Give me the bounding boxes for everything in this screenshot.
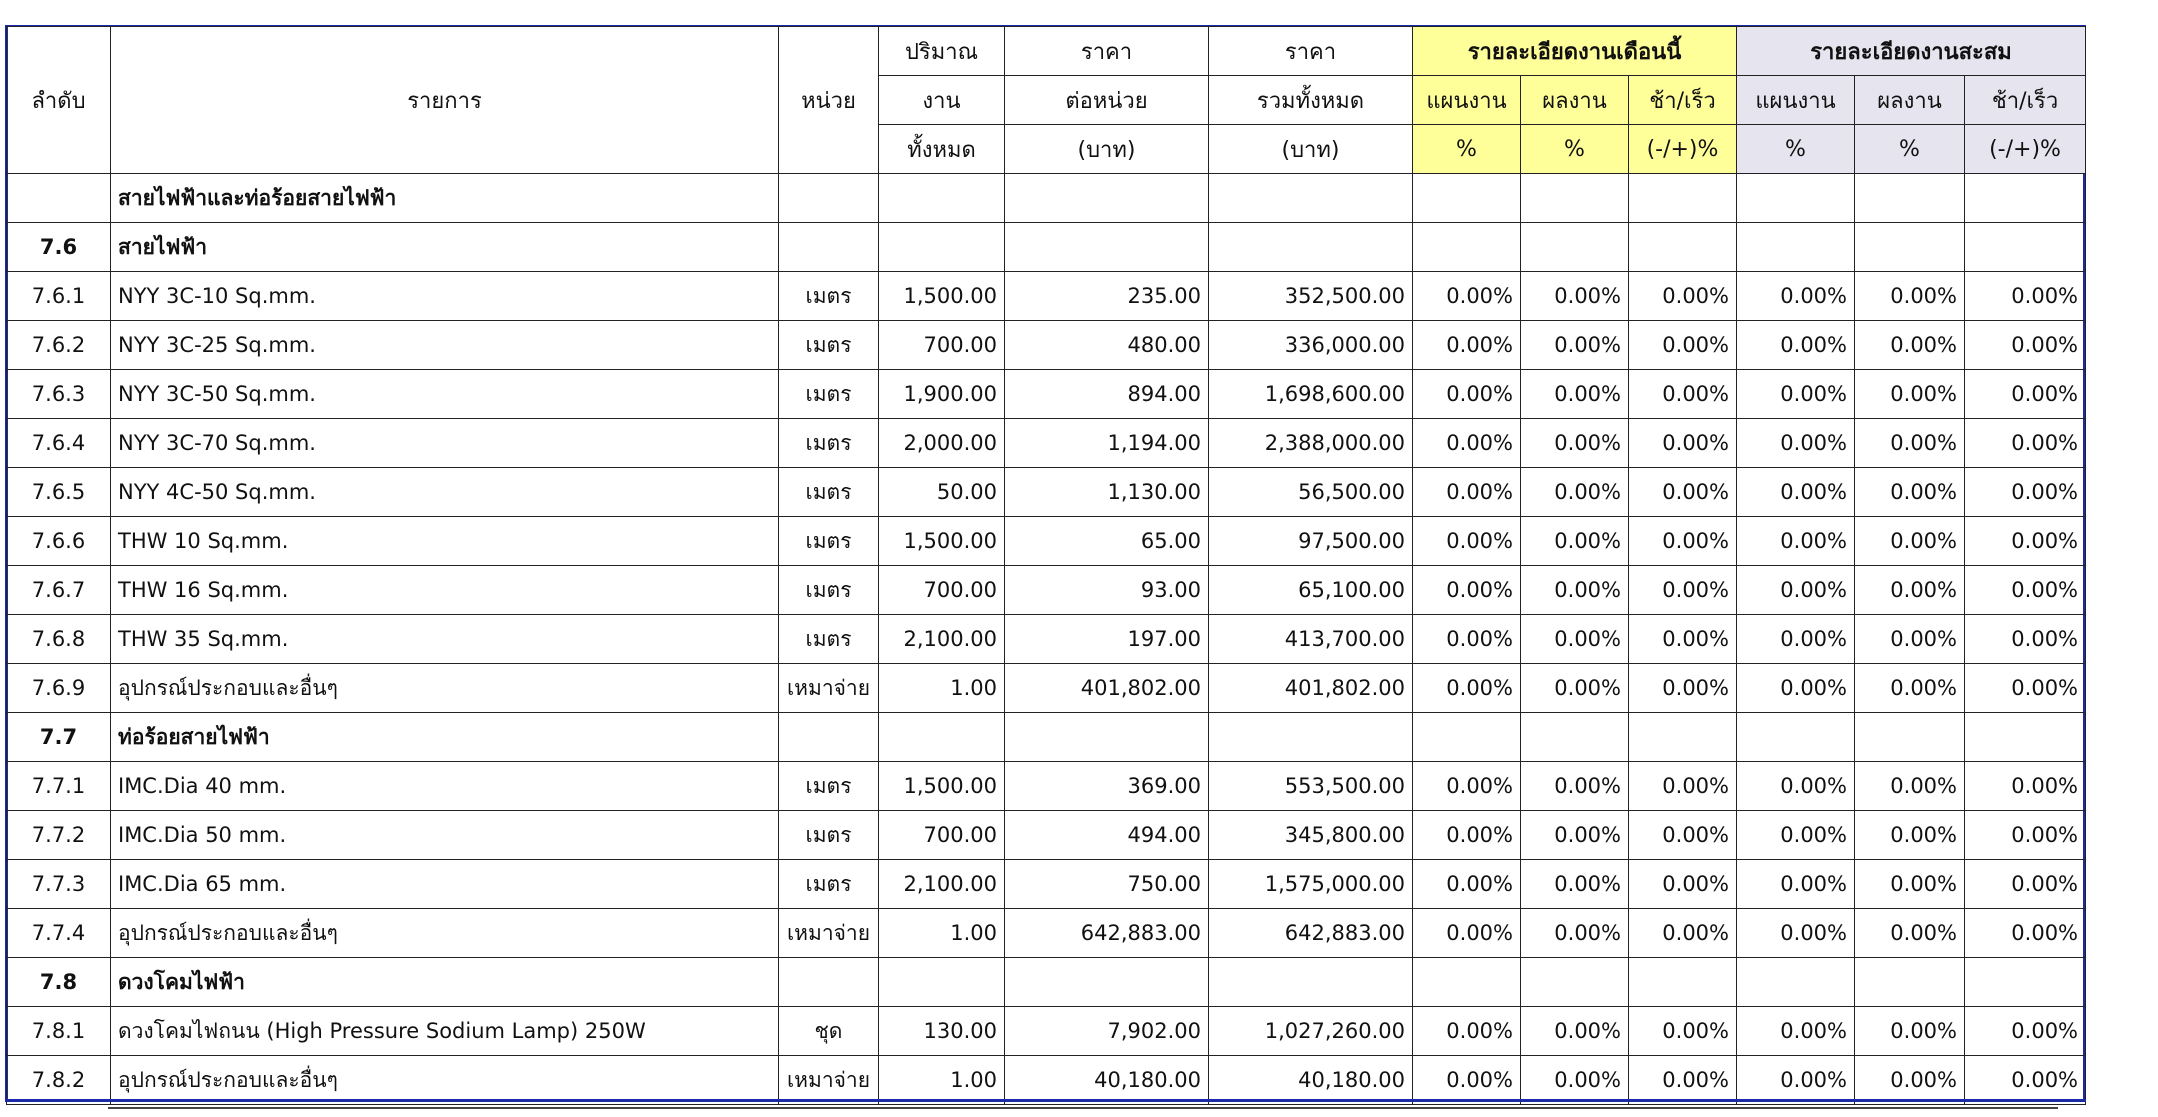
item-unit-price: 197.00 bbox=[1005, 615, 1209, 664]
item-description: THW 35 Sq.mm. bbox=[111, 615, 779, 664]
month-plan-percent: 0.00% bbox=[1413, 762, 1521, 811]
header-month-result: ผลงาน bbox=[1521, 76, 1629, 125]
cum-diff-percent: 0.00% bbox=[1965, 566, 2086, 615]
item-unit: เมตร bbox=[779, 517, 879, 566]
month-result-percent: 0.00% bbox=[1521, 1007, 1629, 1056]
cum-diff-percent: 0.00% bbox=[1965, 517, 2086, 566]
item-description: ดวงโคมไฟถนน (High Pressure Sodium Lamp) 250W bbox=[111, 1007, 779, 1056]
cum-plan-percent: 0.00% bbox=[1737, 1007, 1855, 1056]
cum-plan-percent: 0.00% bbox=[1737, 321, 1855, 370]
month-diff-percent: 0.00% bbox=[1629, 615, 1737, 664]
item-quantity: 1.00 bbox=[879, 664, 1005, 713]
month-result-percent: 0.00% bbox=[1521, 762, 1629, 811]
header-total-price-3: (บาท) bbox=[1209, 125, 1413, 174]
month-diff-percent: 0.00% bbox=[1629, 909, 1737, 958]
cum-result-percent: 0.00% bbox=[1855, 860, 1965, 909]
frame-bottom bbox=[5, 1099, 2086, 1102]
cum-diff-percent: 0.00% bbox=[1965, 1056, 2086, 1105]
table-row bbox=[7, 272, 2086, 321]
item-unit-price: 235.00 bbox=[1005, 272, 1209, 321]
table-row bbox=[7, 370, 2086, 419]
empty-cell bbox=[1521, 174, 1629, 223]
cum-plan-percent: 0.00% bbox=[1737, 762, 1855, 811]
header-cumulative: รายละเอียดงานสะสม bbox=[1737, 27, 2086, 76]
cum-result-percent: 0.00% bbox=[1855, 370, 1965, 419]
empty-cell bbox=[1855, 958, 1965, 1007]
month-result-percent: 0.00% bbox=[1521, 419, 1629, 468]
table-row bbox=[7, 909, 2086, 958]
empty-cell bbox=[779, 174, 879, 223]
item-unit-price: 401,802.00 bbox=[1005, 664, 1209, 713]
header-qty-2: งาน bbox=[879, 76, 1005, 125]
table-row bbox=[7, 1007, 2086, 1056]
month-result-percent: 0.00% bbox=[1521, 321, 1629, 370]
item-description: NYY 3C-70 Sq.mm. bbox=[111, 419, 779, 468]
month-diff-percent: 0.00% bbox=[1629, 1056, 1737, 1105]
month-diff-percent: 0.00% bbox=[1629, 468, 1737, 517]
cum-result-percent: 0.00% bbox=[1855, 1056, 1965, 1105]
month-diff-percent: 0.00% bbox=[1629, 272, 1737, 321]
cum-plan-percent: 0.00% bbox=[1737, 272, 1855, 321]
month-result-percent: 0.00% bbox=[1521, 664, 1629, 713]
empty-cell bbox=[1855, 713, 1965, 762]
empty-cell bbox=[1209, 958, 1413, 1007]
cum-diff-percent: 0.00% bbox=[1965, 321, 2086, 370]
item-unit-price: 1,194.00 bbox=[1005, 419, 1209, 468]
title-row-label: สายไฟฟ้าและท่อร้อยสายไฟฟ้า bbox=[111, 174, 779, 223]
empty-cell bbox=[1209, 223, 1413, 272]
empty-cell bbox=[1965, 174, 2086, 223]
item-total-price: 345,800.00 bbox=[1209, 811, 1413, 860]
month-diff-percent: 0.00% bbox=[1629, 860, 1737, 909]
item-no: 7.6.9 bbox=[7, 664, 111, 713]
header-qty-1: ปริมาณ bbox=[879, 27, 1005, 76]
item-unit: เมตร bbox=[779, 468, 879, 517]
empty-cell bbox=[1005, 713, 1209, 762]
item-total-price: 1,575,000.00 bbox=[1209, 860, 1413, 909]
empty-cell bbox=[1005, 223, 1209, 272]
cum-diff-percent: 0.00% bbox=[1965, 762, 2086, 811]
header-cum-diff-pct: (-/+)% bbox=[1965, 125, 2086, 174]
item-unit: เมตร bbox=[779, 566, 879, 615]
header-cum-diff: ช้า/เร็ว bbox=[1965, 76, 2086, 125]
header-this-month: รายละเอียดงานเดือนนี้ bbox=[1413, 27, 1737, 76]
cum-plan-percent: 0.00% bbox=[1737, 517, 1855, 566]
item-unit-price: 1,130.00 bbox=[1005, 468, 1209, 517]
section-no: 7.8 bbox=[7, 958, 111, 1007]
cum-diff-percent: 0.00% bbox=[1965, 664, 2086, 713]
item-quantity: 1,500.00 bbox=[879, 517, 1005, 566]
header-seq: ลำดับ bbox=[7, 27, 111, 174]
item-unit: เมตร bbox=[779, 615, 879, 664]
item-no: 7.6.4 bbox=[7, 419, 111, 468]
item-quantity: 1,500.00 bbox=[879, 762, 1005, 811]
month-result-percent: 0.00% bbox=[1521, 272, 1629, 321]
empty-cell bbox=[1005, 174, 1209, 223]
empty-cell bbox=[1521, 223, 1629, 272]
empty-cell bbox=[1521, 713, 1629, 762]
table-row bbox=[7, 468, 2086, 517]
boq-progress-table bbox=[6, 26, 2086, 1105]
month-diff-percent: 0.00% bbox=[1629, 811, 1737, 860]
cum-plan-percent: 0.00% bbox=[1737, 664, 1855, 713]
item-quantity: 1.00 bbox=[879, 909, 1005, 958]
cum-plan-percent: 0.00% bbox=[1737, 909, 1855, 958]
item-unit-price: 480.00 bbox=[1005, 321, 1209, 370]
month-plan-percent: 0.00% bbox=[1413, 1007, 1521, 1056]
empty-cell bbox=[1629, 174, 1737, 223]
header-cum-plan: แผนงาน bbox=[1737, 76, 1855, 125]
item-quantity: 700.00 bbox=[879, 566, 1005, 615]
item-no: 7.7.1 bbox=[7, 762, 111, 811]
table-row bbox=[7, 566, 2086, 615]
header-unit-price-3: (บาท) bbox=[1005, 125, 1209, 174]
item-description: IMC.Dia 40 mm. bbox=[111, 762, 779, 811]
item-unit-price: 750.00 bbox=[1005, 860, 1209, 909]
item-total-price: 1,027,260.00 bbox=[1209, 1007, 1413, 1056]
item-quantity: 50.00 bbox=[879, 468, 1005, 517]
item-quantity: 2,100.00 bbox=[879, 615, 1005, 664]
month-result-percent: 0.00% bbox=[1521, 370, 1629, 419]
item-total-price: 401,802.00 bbox=[1209, 664, 1413, 713]
item-description: IMC.Dia 50 mm. bbox=[111, 811, 779, 860]
item-unit: เมตร bbox=[779, 419, 879, 468]
next-page-rule bbox=[108, 1107, 2058, 1109]
cum-result-percent: 0.00% bbox=[1855, 566, 1965, 615]
item-unit-price: 40,180.00 bbox=[1005, 1056, 1209, 1105]
cum-plan-percent: 0.00% bbox=[1737, 615, 1855, 664]
header-item: รายการ bbox=[111, 27, 779, 174]
item-total-price: 642,883.00 bbox=[1209, 909, 1413, 958]
item-no: 7.6.3 bbox=[7, 370, 111, 419]
month-result-percent: 0.00% bbox=[1521, 1056, 1629, 1105]
cum-result-percent: 0.00% bbox=[1855, 468, 1965, 517]
empty-cell bbox=[1855, 223, 1965, 272]
item-quantity: 1.00 bbox=[879, 1056, 1005, 1105]
table-row bbox=[7, 419, 2086, 468]
header-total-price-1: ราคา bbox=[1209, 27, 1413, 76]
header-unit-price-1: ราคา bbox=[1005, 27, 1209, 76]
cum-result-percent: 0.00% bbox=[1855, 321, 1965, 370]
empty-cell bbox=[1413, 223, 1521, 272]
cum-result-percent: 0.00% bbox=[1855, 762, 1965, 811]
cum-plan-percent: 0.00% bbox=[1737, 860, 1855, 909]
month-plan-percent: 0.00% bbox=[1413, 566, 1521, 615]
cum-result-percent: 0.00% bbox=[1855, 909, 1965, 958]
table-row bbox=[7, 615, 2086, 664]
item-unit: เหมาจ่าย bbox=[779, 1056, 879, 1105]
empty-cell bbox=[1965, 223, 2086, 272]
item-unit: เมตร bbox=[779, 762, 879, 811]
month-result-percent: 0.00% bbox=[1521, 811, 1629, 860]
month-plan-percent: 0.00% bbox=[1413, 1056, 1521, 1105]
item-total-price: 65,100.00 bbox=[1209, 566, 1413, 615]
cum-plan-percent: 0.00% bbox=[1737, 468, 1855, 517]
header-month-plan: แผนงาน bbox=[1413, 76, 1521, 125]
item-description: THW 10 Sq.mm. bbox=[111, 517, 779, 566]
section-row bbox=[7, 223, 2086, 272]
header-qty-3: ทั้งหมด bbox=[879, 125, 1005, 174]
item-description: IMC.Dia 65 mm. bbox=[111, 860, 779, 909]
header-unit: หน่วย bbox=[779, 27, 879, 174]
section-no: 7.6 bbox=[7, 223, 111, 272]
cum-diff-percent: 0.00% bbox=[1965, 370, 2086, 419]
cum-plan-percent: 0.00% bbox=[1737, 419, 1855, 468]
item-unit: เมตร bbox=[779, 811, 879, 860]
month-result-percent: 0.00% bbox=[1521, 615, 1629, 664]
month-plan-percent: 0.00% bbox=[1413, 664, 1521, 713]
item-unit-price: 642,883.00 bbox=[1005, 909, 1209, 958]
month-diff-percent: 0.00% bbox=[1629, 762, 1737, 811]
month-diff-percent: 0.00% bbox=[1629, 321, 1737, 370]
month-plan-percent: 0.00% bbox=[1413, 272, 1521, 321]
item-total-price: 352,500.00 bbox=[1209, 272, 1413, 321]
header-total-price-2: รวมทั้งหมด bbox=[1209, 76, 1413, 125]
empty-cell bbox=[1629, 713, 1737, 762]
item-total-price: 1,698,600.00 bbox=[1209, 370, 1413, 419]
cum-result-percent: 0.00% bbox=[1855, 811, 1965, 860]
empty-cell bbox=[1737, 223, 1855, 272]
month-plan-percent: 0.00% bbox=[1413, 615, 1521, 664]
title-row-seq bbox=[7, 174, 111, 223]
item-unit: เมตร bbox=[779, 370, 879, 419]
empty-cell bbox=[1413, 713, 1521, 762]
cum-diff-percent: 0.00% bbox=[1965, 1007, 2086, 1056]
cum-result-percent: 0.00% bbox=[1855, 664, 1965, 713]
table-row bbox=[7, 860, 2086, 909]
cum-diff-percent: 0.00% bbox=[1965, 811, 2086, 860]
empty-cell bbox=[1521, 958, 1629, 1007]
item-no: 7.7.2 bbox=[7, 811, 111, 860]
cum-plan-percent: 0.00% bbox=[1737, 1056, 1855, 1105]
month-plan-percent: 0.00% bbox=[1413, 909, 1521, 958]
item-no: 7.6.2 bbox=[7, 321, 111, 370]
item-unit-price: 7,902.00 bbox=[1005, 1007, 1209, 1056]
item-no: 7.8.1 bbox=[7, 1007, 111, 1056]
month-plan-percent: 0.00% bbox=[1413, 811, 1521, 860]
empty-cell bbox=[1737, 713, 1855, 762]
item-total-price: 553,500.00 bbox=[1209, 762, 1413, 811]
item-total-price: 40,180.00 bbox=[1209, 1056, 1413, 1105]
item-quantity: 130.00 bbox=[879, 1007, 1005, 1056]
month-diff-percent: 0.00% bbox=[1629, 517, 1737, 566]
cum-plan-percent: 0.00% bbox=[1737, 370, 1855, 419]
item-unit: เมตร bbox=[779, 272, 879, 321]
section-name: ท่อร้อยสายไฟฟ้า bbox=[111, 713, 779, 762]
header-cum-result-pct: % bbox=[1855, 125, 1965, 174]
cum-diff-percent: 0.00% bbox=[1965, 272, 2086, 321]
month-diff-percent: 0.00% bbox=[1629, 566, 1737, 615]
month-plan-percent: 0.00% bbox=[1413, 370, 1521, 419]
item-description: อุปกรณ์ประกอบและอื่นๆ bbox=[111, 909, 779, 958]
section-no: 7.7 bbox=[7, 713, 111, 762]
item-total-price: 413,700.00 bbox=[1209, 615, 1413, 664]
empty-cell bbox=[1005, 958, 1209, 1007]
item-quantity: 1,900.00 bbox=[879, 370, 1005, 419]
empty-cell bbox=[1737, 958, 1855, 1007]
item-total-price: 97,500.00 bbox=[1209, 517, 1413, 566]
empty-cell bbox=[1629, 223, 1737, 272]
item-no: 7.6.6 bbox=[7, 517, 111, 566]
item-description: อุปกรณ์ประกอบและอื่นๆ bbox=[111, 1056, 779, 1105]
empty-cell bbox=[1629, 958, 1737, 1007]
section-name: สายไฟฟ้า bbox=[111, 223, 779, 272]
item-description: NYY 3C-25 Sq.mm. bbox=[111, 321, 779, 370]
item-quantity: 700.00 bbox=[879, 811, 1005, 860]
month-result-percent: 0.00% bbox=[1521, 566, 1629, 615]
item-total-price: 2,388,000.00 bbox=[1209, 419, 1413, 468]
empty-cell bbox=[779, 958, 879, 1007]
item-no: 7.6.8 bbox=[7, 615, 111, 664]
month-diff-percent: 0.00% bbox=[1629, 370, 1737, 419]
cum-diff-percent: 0.00% bbox=[1965, 468, 2086, 517]
month-plan-percent: 0.00% bbox=[1413, 517, 1521, 566]
section-name: ดวงโคมไฟฟ้า bbox=[111, 958, 779, 1007]
item-description: THW 16 Sq.mm. bbox=[111, 566, 779, 615]
item-quantity: 2,000.00 bbox=[879, 419, 1005, 468]
empty-cell bbox=[879, 174, 1005, 223]
header-month-diff-pct: (-/+)% bbox=[1629, 125, 1737, 174]
item-description: NYY 3C-10 Sq.mm. bbox=[111, 272, 779, 321]
empty-cell bbox=[879, 713, 1005, 762]
cum-diff-percent: 0.00% bbox=[1965, 860, 2086, 909]
month-result-percent: 0.00% bbox=[1521, 909, 1629, 958]
item-unit-price: 93.00 bbox=[1005, 566, 1209, 615]
month-diff-percent: 0.00% bbox=[1629, 664, 1737, 713]
table-row bbox=[7, 811, 2086, 860]
header-month-diff: ช้า/เร็ว bbox=[1629, 76, 1737, 125]
month-result-percent: 0.00% bbox=[1521, 517, 1629, 566]
item-quantity: 2,100.00 bbox=[879, 860, 1005, 909]
item-no: 7.6.7 bbox=[7, 566, 111, 615]
table-row bbox=[7, 1056, 2086, 1105]
empty-cell bbox=[1209, 174, 1413, 223]
cum-result-percent: 0.00% bbox=[1855, 419, 1965, 468]
cum-result-percent: 0.00% bbox=[1855, 272, 1965, 321]
item-total-price: 336,000.00 bbox=[1209, 321, 1413, 370]
item-unit-price: 494.00 bbox=[1005, 811, 1209, 860]
item-unit-price: 894.00 bbox=[1005, 370, 1209, 419]
item-total-price: 56,500.00 bbox=[1209, 468, 1413, 517]
item-unit-price: 369.00 bbox=[1005, 762, 1209, 811]
month-result-percent: 0.00% bbox=[1521, 860, 1629, 909]
empty-cell bbox=[779, 223, 879, 272]
header-cum-result: ผลงาน bbox=[1855, 76, 1965, 125]
item-unit: เหมาจ่าย bbox=[779, 664, 879, 713]
item-no: 7.7.3 bbox=[7, 860, 111, 909]
month-plan-percent: 0.00% bbox=[1413, 468, 1521, 517]
header-cum-plan-pct: % bbox=[1737, 125, 1855, 174]
cum-plan-percent: 0.00% bbox=[1737, 811, 1855, 860]
item-quantity: 1,500.00 bbox=[879, 272, 1005, 321]
cum-diff-percent: 0.00% bbox=[1965, 419, 2086, 468]
empty-cell bbox=[779, 713, 879, 762]
cum-diff-percent: 0.00% bbox=[1965, 615, 2086, 664]
item-no: 7.7.4 bbox=[7, 909, 111, 958]
empty-cell bbox=[1413, 174, 1521, 223]
item-no: 7.6.1 bbox=[7, 272, 111, 321]
cum-diff-percent: 0.00% bbox=[1965, 909, 2086, 958]
table-row bbox=[7, 321, 2086, 370]
item-no: 7.6.5 bbox=[7, 468, 111, 517]
item-description: อุปกรณ์ประกอบและอื่นๆ bbox=[111, 664, 779, 713]
cum-result-percent: 0.00% bbox=[1855, 517, 1965, 566]
item-unit: เมตร bbox=[779, 860, 879, 909]
table-row bbox=[7, 664, 2086, 713]
item-unit: ชุด bbox=[779, 1007, 879, 1056]
empty-cell bbox=[1737, 174, 1855, 223]
header-month-result-pct: % bbox=[1521, 125, 1629, 174]
item-quantity: 700.00 bbox=[879, 321, 1005, 370]
item-unit-price: 65.00 bbox=[1005, 517, 1209, 566]
item-description: NYY 4C-50 Sq.mm. bbox=[111, 468, 779, 517]
empty-cell bbox=[1965, 713, 2086, 762]
empty-cell bbox=[879, 958, 1005, 1007]
empty-cell bbox=[1209, 713, 1413, 762]
empty-cell bbox=[1965, 958, 2086, 1007]
header-unit-price-2: ต่อหน่วย bbox=[1005, 76, 1209, 125]
cum-result-percent: 0.00% bbox=[1855, 615, 1965, 664]
section-row bbox=[7, 958, 2086, 1007]
section-row bbox=[7, 713, 2086, 762]
table-row bbox=[7, 517, 2086, 566]
table-row bbox=[7, 762, 2086, 811]
item-unit: เหมาจ่าย bbox=[779, 909, 879, 958]
month-plan-percent: 0.00% bbox=[1413, 321, 1521, 370]
item-description: NYY 3C-50 Sq.mm. bbox=[111, 370, 779, 419]
header-month-plan-pct: % bbox=[1413, 125, 1521, 174]
month-diff-percent: 0.00% bbox=[1629, 1007, 1737, 1056]
month-result-percent: 0.00% bbox=[1521, 468, 1629, 517]
month-diff-percent: 0.00% bbox=[1629, 419, 1737, 468]
cum-result-percent: 0.00% bbox=[1855, 1007, 1965, 1056]
empty-cell bbox=[1855, 174, 1965, 223]
month-plan-percent: 0.00% bbox=[1413, 419, 1521, 468]
month-plan-percent: 0.00% bbox=[1413, 860, 1521, 909]
empty-cell bbox=[879, 223, 1005, 272]
cum-plan-percent: 0.00% bbox=[1737, 566, 1855, 615]
item-no: 7.8.2 bbox=[7, 1056, 111, 1105]
empty-cell bbox=[1413, 958, 1521, 1007]
item-unit: เมตร bbox=[779, 321, 879, 370]
